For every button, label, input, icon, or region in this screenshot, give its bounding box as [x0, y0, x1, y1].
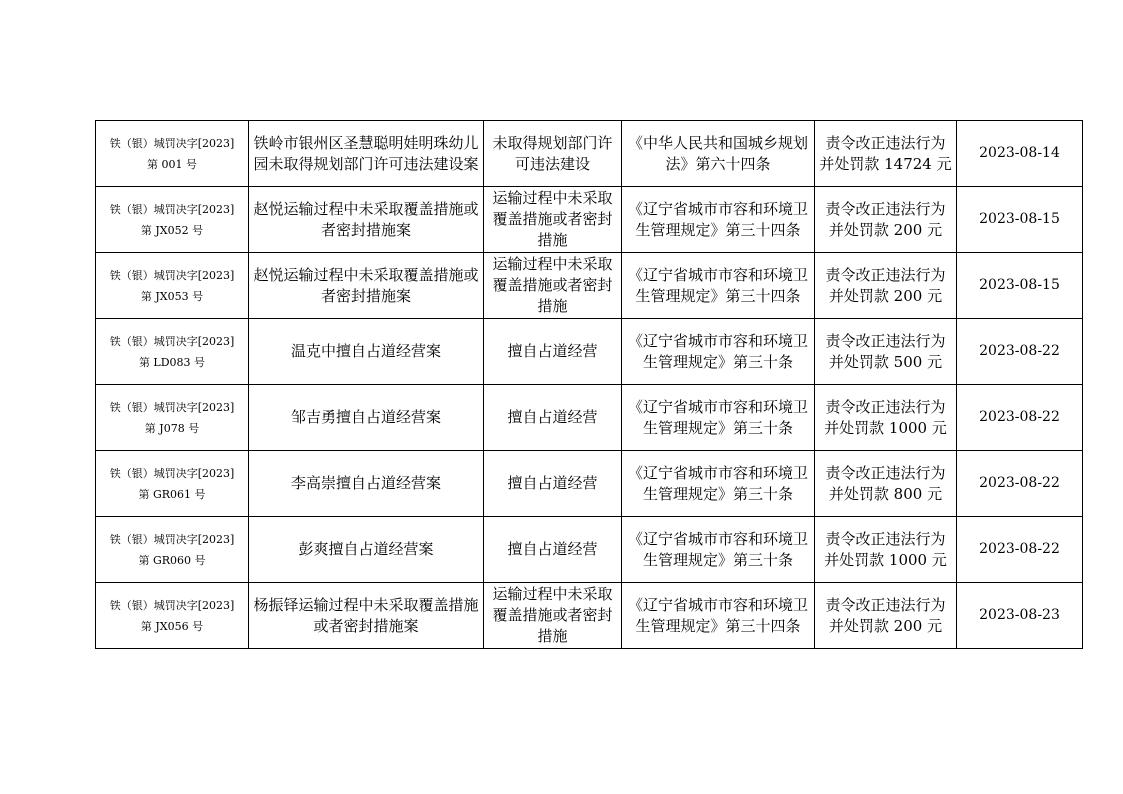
penalty-cell: 责令改正违法行为并处罚款 200 元 [815, 583, 957, 649]
legal-basis-cell: 《辽宁省城市市容和环境卫生管理规定》第三十条 [622, 517, 815, 583]
decision-number-prefix: 铁（银）城罚决字[2023] [109, 598, 235, 612]
case-name-cell: 彭爽擅自占道经营案 [249, 517, 484, 583]
case-name-cell: 温克中擅自占道经营案 [249, 319, 484, 385]
table-row [96, 121, 1083, 187]
decision-number-cell [96, 121, 249, 187]
decision-number-cell [96, 583, 249, 649]
case-name-cell: 赵悦运输过程中未采取覆盖措施或者密封措施案 [249, 253, 484, 319]
date-cell: 2023-08-15 [957, 253, 1083, 319]
penalty-cell: 责令改正违法行为并处罚款 500 元 [815, 319, 957, 385]
date-cell: 2023-08-14 [957, 121, 1083, 187]
decision-number-cell [96, 187, 249, 253]
date-cell: 2023-08-15 [957, 187, 1083, 253]
decision-number-serial: 第 JX052 号 [140, 223, 204, 237]
penalty-cell: 责令改正违法行为并处罚款 1000 元 [815, 385, 957, 451]
date-cell: 2023-08-22 [957, 451, 1083, 517]
penalty-cell: 责令改正违法行为并处罚款 200 元 [815, 187, 957, 253]
legal-basis-cell: 《辽宁省城市市容和环境卫生管理规定》第三十条 [622, 385, 815, 451]
table-row [96, 583, 1083, 649]
table-row [96, 319, 1083, 385]
penalty-cell: 责令改正违法行为并处罚款 800 元 [815, 451, 957, 517]
date-cell: 2023-08-23 [957, 583, 1083, 649]
decision-number-prefix: 铁（银）城罚决字[2023] [109, 334, 235, 348]
violation-cell: 运输过程中未采取覆盖措施或者密封措施 [484, 253, 622, 319]
decision-number-prefix: 铁（银）城罚决字[2023] [109, 466, 235, 480]
decision-number-serial: 第 GR061 号 [138, 487, 206, 501]
violation-cell: 擅自占道经营 [484, 319, 622, 385]
case-name-cell: 李高崇擅自占道经营案 [249, 451, 484, 517]
case-name-cell: 赵悦运输过程中未采取覆盖措施或者密封措施案 [249, 187, 484, 253]
decision-number-cell [96, 451, 249, 517]
case-name-cell: 杨振铎运输过程中未采取覆盖措施或者密封措施案 [249, 583, 484, 649]
decision-number-serial: 第 GR060 号 [138, 553, 206, 567]
date-cell: 2023-08-22 [957, 385, 1083, 451]
violation-cell: 擅自占道经营 [484, 517, 622, 583]
case-name-cell: 邹吉勇擅自占道经营案 [249, 385, 484, 451]
decision-number-prefix: 铁（银）城罚决字[2023] [109, 136, 235, 150]
penalty-cell: 责令改正违法行为并处罚款 1000 元 [815, 517, 957, 583]
penalty-cell: 责令改正违法行为并处罚款 200 元 [815, 253, 957, 319]
decision-number-cell [96, 385, 249, 451]
legal-basis-cell: 《辽宁省城市市容和环境卫生管理规定》第三十条 [622, 451, 815, 517]
legal-basis-cell: 《辽宁省城市市容和环境卫生管理规定》第三十四条 [622, 187, 815, 253]
decision-number-prefix: 铁（银）城罚决字[2023] [109, 268, 235, 282]
penalty-cell: 责令改正违法行为并处罚款 14724 元 [815, 121, 957, 187]
legal-basis-cell: 《中华人民共和国城乡规划法》第六十四条 [622, 121, 815, 187]
decision-number-cell [96, 319, 249, 385]
decision-number-cell [96, 253, 249, 319]
table-row [96, 517, 1083, 583]
decision-number-cell [96, 517, 249, 583]
legal-basis-cell: 《辽宁省城市市容和环境卫生管理规定》第三十四条 [622, 253, 815, 319]
table-row [96, 253, 1083, 319]
case-name-cell: 铁岭市银州区圣慧聪明娃明珠幼儿园未取得规划部门许可违法建设案 [249, 121, 484, 187]
decision-number-serial: 第 JX053 号 [140, 289, 204, 303]
legal-basis-cell: 《辽宁省城市市容和环境卫生管理规定》第三十四条 [622, 583, 815, 649]
violation-cell: 擅自占道经营 [484, 385, 622, 451]
date-cell: 2023-08-22 [957, 517, 1083, 583]
decision-number-serial: 第 J078 号 [144, 421, 200, 435]
legal-basis-cell: 《辽宁省城市市容和环境卫生管理规定》第三十条 [622, 319, 815, 385]
table-row [96, 451, 1083, 517]
decision-number-serial: 第 001 号 [147, 157, 197, 171]
decision-number-prefix: 铁（银）城罚决字[2023] [109, 400, 235, 414]
decision-number-serial: 第 LD083 号 [138, 355, 206, 369]
violation-cell: 未取得规划部门许可违法建设 [484, 121, 622, 187]
violation-cell: 运输过程中未采取覆盖措施或者密封措施 [484, 187, 622, 253]
penalty-records-table [95, 120, 1083, 649]
violation-cell: 擅自占道经营 [484, 451, 622, 517]
decision-number-prefix: 铁（银）城罚决字[2023] [109, 532, 235, 546]
violation-cell: 运输过程中未采取覆盖措施或者密封措施 [484, 583, 622, 649]
decision-number-prefix: 铁（银）城罚决字[2023] [109, 202, 235, 216]
table-row [96, 385, 1083, 451]
table-row [96, 187, 1083, 253]
decision-number-serial: 第 JX056 号 [140, 619, 204, 633]
date-cell: 2023-08-22 [957, 319, 1083, 385]
